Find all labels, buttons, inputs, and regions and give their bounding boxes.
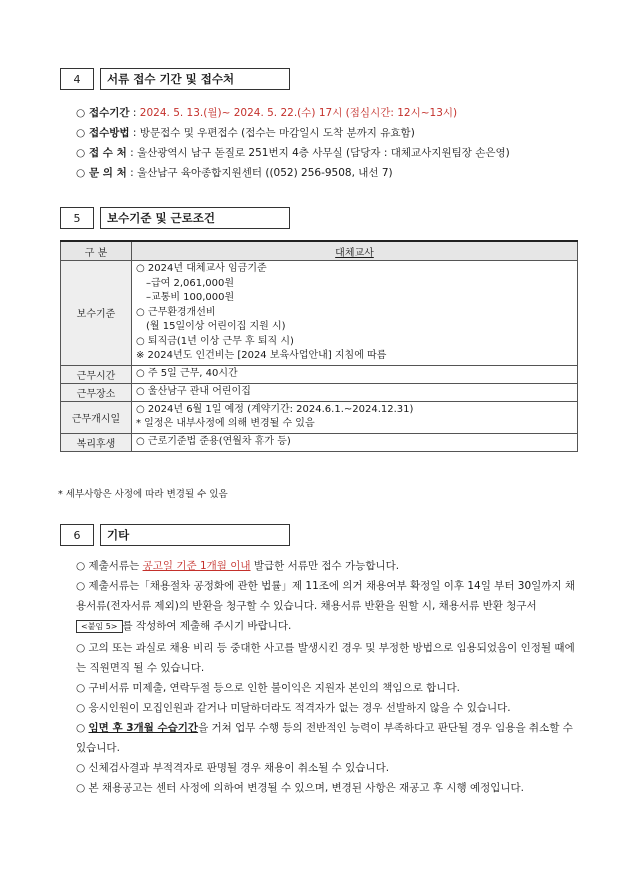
receipt-place: ○ 접 수 처 : 울산광역시 남구 돋질로 251번지 4층 사무실 (담당자 : 대체교사지원팀장 손은영) xyxy=(76,147,510,159)
table-row: 복리후생 ○ 근로기준법 준용(연월차 휴가 등) xyxy=(61,433,578,451)
table-row: 보수기준 ○ 2024년 대체교사 임금기준 –급여 2,061,000원 –교통비 100,000원 ○ 근무환경개선비 (월 15일이상 어린이집 지원 시) ○ 퇴직금(1년 이상 근무 후 퇴직 시) ※ 2024년도 인건비는 [2024 보육사업안내] 지침에 따름 xyxy=(61,261,578,366)
section-title: 서류 접수 기간 및 접수처 xyxy=(100,68,290,90)
notice-item: ○ 제출서류는「채용절차 공정화에 관한 법률」제 11조에 의거 채용여부 확정일 이후 14일 부터 30일까지 채용서류(전자서류 제외)의 반환을 청구할 수 있습니다. 채용서류 반환을 원할 시, 채용서류 반환 청구서 <붙임 5> 를 작성하여 제출해 주시기 바랍니다. xyxy=(76,580,576,632)
notice-item: ○ 고의 또는 과실로 채용 비리 등 중대한 사고를 발생시킨 경우 및 부정한 방법으로 임용되었음이 인정될 때에는 직원면직 될 수 있습니다. xyxy=(76,642,575,674)
section-number: 5 xyxy=(60,207,94,229)
notice-item: ○ 임면 후 3개월 수습기간을 거쳐 업무 수행 등의 전반적인 능력이 부족하다고 판단될 경우 임용을 취소할 수 있습니다. xyxy=(76,722,573,754)
table-row: 근무개시일 ○ 2024년 6월 1일 예정 (계약기간: 2024.6.1.~2024.12.31) * 일정은 내부사정에 의해 변경될 수 있음 xyxy=(61,401,578,433)
receipt-method: ○ 접수방법 : 방문접수 및 우편접수 (접수는 마감일시 도착 분까지 유효함) xyxy=(76,127,415,139)
deadline-highlight: 공고일 기준 1개월 이내 xyxy=(142,560,251,572)
pay-conditions-table xyxy=(60,240,578,452)
notice-item: ○ 응시인원이 모집인원과 같거나 미달하더라도 적격자가 없는 경우 선발하지 않을 수 있습니다. xyxy=(76,702,511,714)
probation-highlight: 임면 후 3개월 수습기간 xyxy=(88,722,199,734)
section-number: 6 xyxy=(60,524,94,546)
attachment-tag: <붙임 5> xyxy=(76,620,123,633)
table-header-substitute: 대체교사 xyxy=(132,241,578,261)
section-number: 4 xyxy=(60,68,94,90)
receipt-period: ○ 접수기간 : 2024. 5. 13.(월)~ 2024. 5. 22.(수) 17시 (점심시간: 12시~13시) xyxy=(76,107,458,119)
notice-item: ○ 본 채용공고는 센터 사정에 의하여 변경될 수 있으며, 변경된 사항은 재공고 후 시행 예정입니다. xyxy=(76,782,524,794)
notice-item: ○ 구비서류 미제출, 연락두절 등으로 인한 불이익은 지원자 본인의 책임으로 합니다. xyxy=(76,682,460,694)
section-title: 기타 xyxy=(100,524,290,546)
section-title: 보수기준 및 근로조건 xyxy=(100,207,290,229)
section-4-header xyxy=(60,68,290,90)
inquiry: ○ 문 의 처 : 울산남구 육아종합지원센터 ((052) 256-9508, 내선 7) xyxy=(76,167,393,179)
receipt-period-value: 2024. 5. 13.(월)~ 2024. 5. 22.(수) 17시 (점심시간: 12시~13시) xyxy=(139,107,458,119)
notice-item: ○ 신체검사결과 부적격자로 판명될 경우 채용이 취소될 수 있습니다. xyxy=(76,762,390,774)
section-5-header xyxy=(60,207,290,229)
table-row: 근무장소 ○ 울산남구 관내 어린이집 xyxy=(61,383,578,401)
notice-item: ○ 제출서류는 공고일 기준 1개월 이내 발급한 서류만 접수 가능합니다. xyxy=(76,560,400,572)
section-6-header xyxy=(60,524,290,546)
table-footnote: * 세부사항은 사정에 따라 변경될 수 있음 xyxy=(58,489,228,500)
table-header-category: 구 분 xyxy=(61,241,132,261)
table-row: 근무시간 ○ 주 5일 근무, 40시간 xyxy=(61,365,578,383)
